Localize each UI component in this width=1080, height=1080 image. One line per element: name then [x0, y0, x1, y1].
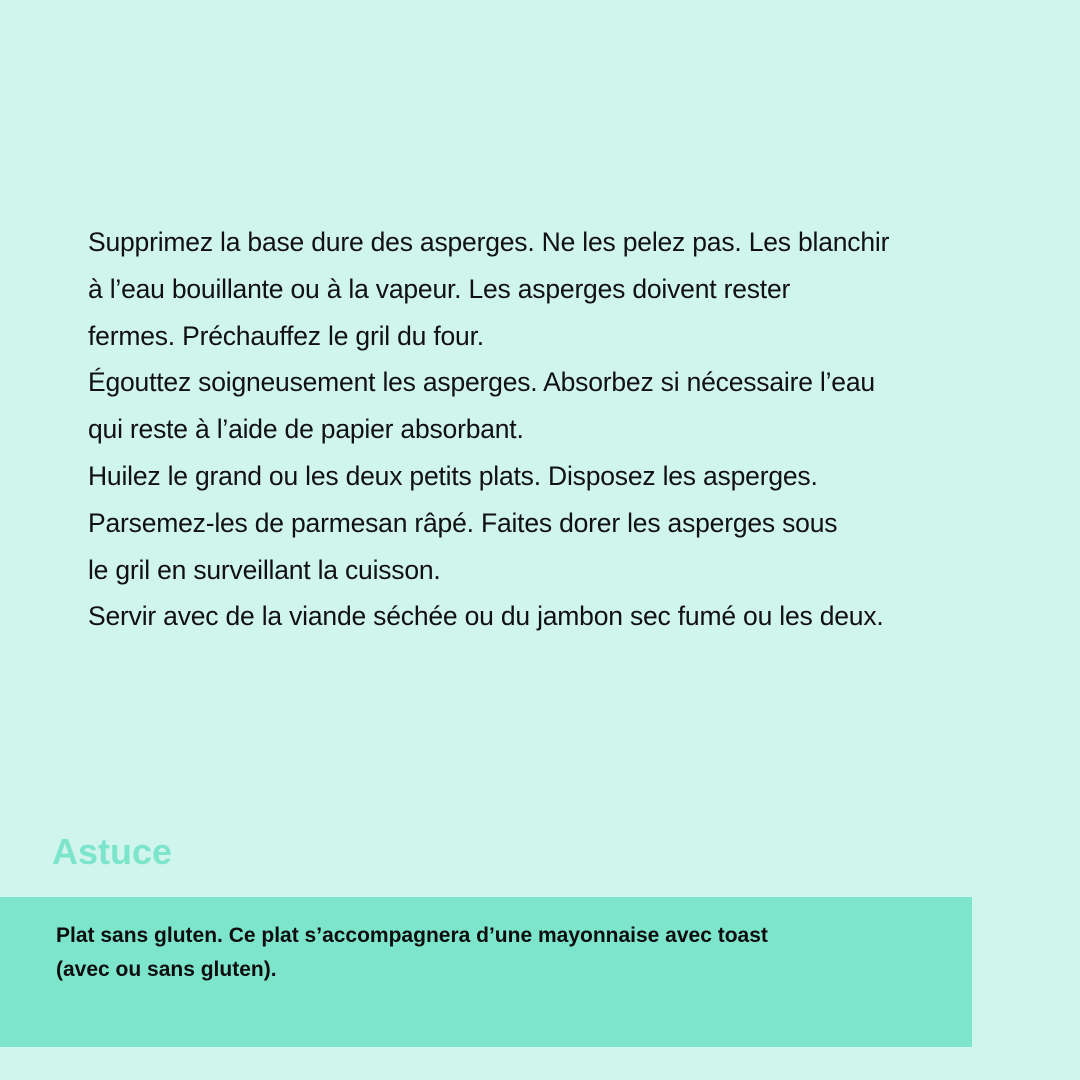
instruction-line: Parsemez-les de parmesan râpé. Faites dorer les asperges sous [88, 507, 838, 538]
instruction-line: le gril en surveillant la cuisson. [88, 554, 441, 585]
tip-box [0, 897, 972, 1047]
instruction-line: fermes. Préchauffez le gril du four. [88, 320, 484, 351]
tip-title: Astuce [52, 831, 173, 872]
instruction-line: à l’eau bouillante ou à la vapeur. Les asperges doivent rester [88, 273, 791, 304]
tip-text-line: (avec ou sans gluten). [56, 958, 277, 981]
instruction-line: qui reste à l’aide de papier absorbant. [88, 414, 524, 445]
instruction-line: Servir avec de la viande séchée ou du jambon sec fumé ou les deux. [88, 601, 884, 632]
instruction-line: Égouttez soigneusement les asperges. Absorbez si nécessaire l’eau [88, 367, 875, 398]
tip-text [56, 919, 946, 987]
recipe-instructions [88, 219, 1008, 640]
tip-text-line: Plat sans gluten. Ce plat s’accompagnera d’une mayonnaise avec toast [56, 924, 768, 947]
instruction-line: Huilez le grand ou les deux petits plats. Disposez les asperges. [88, 460, 818, 491]
instruction-line: Supprimez la base dure des asperges. Ne les pelez pas. Les blanchir [88, 227, 890, 257]
